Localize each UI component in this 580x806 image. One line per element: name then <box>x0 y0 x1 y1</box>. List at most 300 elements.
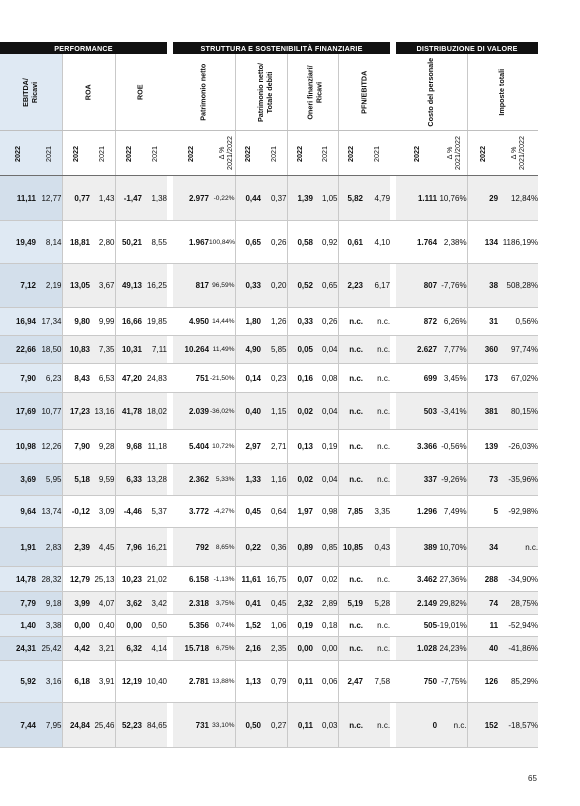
table-cell: 4,90 <box>235 336 261 364</box>
table-cell: 7,79 <box>0 592 36 615</box>
table-cell: 2.149 <box>396 592 437 615</box>
table-cell: 5 <box>467 496 498 528</box>
table-cell: n.c. <box>338 364 363 393</box>
table-cell: 3,09 <box>90 496 115 528</box>
table-cell: n.c. <box>338 703 363 748</box>
table-cell: 7,77% <box>437 336 467 364</box>
table-cell: n.c. <box>363 308 390 336</box>
table-cell: 0,02 <box>313 567 338 592</box>
table-cell: 7,96 <box>115 528 142 567</box>
table-cell: 31 <box>467 308 498 336</box>
table-cell: 10,70% <box>437 528 467 567</box>
table-cell: n.c. <box>498 528 538 567</box>
table-cell: 47,20 <box>115 364 142 393</box>
table-row <box>0 637 538 661</box>
table-cell: 0,00 <box>62 615 90 637</box>
table-cell: 10,77 <box>36 393 62 430</box>
table-cell: 0,58 <box>287 221 313 264</box>
table-cell: 33,10% <box>209 703 235 748</box>
table-cell: -26,03% <box>498 430 538 464</box>
table-cell: 1,40 <box>0 615 36 637</box>
table-cell: n.c. <box>363 464 390 496</box>
table-cell: 24,84 <box>62 703 90 748</box>
table-cell: 2.039 <box>173 393 209 430</box>
year-2022: 2022 <box>115 131 142 176</box>
table-cell: 14,78 <box>0 567 36 592</box>
table-cell: 7,90 <box>62 430 90 464</box>
table-cell: 50,21 <box>115 221 142 264</box>
table-cell: 13,05 <box>62 264 90 308</box>
table-cell: -18,57% <box>498 703 538 748</box>
table-cell: n.c. <box>363 567 390 592</box>
table-cell: 0,36 <box>261 528 287 567</box>
table-cell: 0,56% <box>498 308 538 336</box>
table-cell: 0,11 <box>287 661 313 703</box>
year-2021: 2021 <box>90 131 115 176</box>
table-cell: 0,04 <box>313 336 338 364</box>
table-cell: 152 <box>467 703 498 748</box>
year-2021: 2021 <box>363 131 390 176</box>
table-cell: 19,49 <box>0 221 36 264</box>
table-cell: 7,90 <box>0 364 36 393</box>
header-patrimonio-netto: Patrimonio netto <box>173 54 235 131</box>
year-2022: 2022 <box>173 131 209 176</box>
table-cell: 0,52 <box>287 264 313 308</box>
table-cell: 15.718 <box>173 637 209 661</box>
table-cell: 25,13 <box>90 567 115 592</box>
table-cell: 0,26 <box>313 308 338 336</box>
table-cell: 508,28% <box>498 264 538 308</box>
header-roe: ROE <box>115 54 167 131</box>
table-cell: 5,95 <box>36 464 62 496</box>
table-cell: 817 <box>173 264 209 308</box>
table-cell: 9,64 <box>0 496 36 528</box>
table-cell: 2,32 <box>287 592 313 615</box>
table-cell: 38 <box>467 264 498 308</box>
table-cell: 80,15% <box>498 393 538 430</box>
table-cell: 0,33 <box>287 308 313 336</box>
table-cell: 0,03 <box>313 703 338 748</box>
table-cell: 0,14 <box>235 364 261 393</box>
table-cell: 13,88% <box>209 661 235 703</box>
table-cell: 3,99 <box>62 592 90 615</box>
year-2022: 2022 <box>0 131 36 176</box>
table-cell: -36,02% <box>209 393 235 430</box>
table-cell: 7,58 <box>363 661 390 703</box>
table-cell: -0,22% <box>209 176 235 221</box>
table-cell: n.c. <box>363 430 390 464</box>
table-cell: 8,14 <box>36 221 62 264</box>
table-cell: 0,26 <box>261 221 287 264</box>
table-cell: 0,40 <box>235 393 261 430</box>
table-cell: 4,42 <box>62 637 90 661</box>
table-cell: 28,32 <box>36 567 62 592</box>
table-cell: 97,74% <box>498 336 538 364</box>
table-cell: -7,75% <box>437 661 467 703</box>
table-row <box>0 264 538 308</box>
table-cell: 52,23 <box>115 703 142 748</box>
table-cell: 67,02% <box>498 364 538 393</box>
table-cell: 3,67 <box>90 264 115 308</box>
table-cell: 34 <box>467 528 498 567</box>
table-cell: 134 <box>467 221 498 264</box>
table-cell: 505 <box>396 615 437 637</box>
table-cell: 10,40 <box>142 661 167 703</box>
table-cell: 0,45 <box>235 496 261 528</box>
table-cell: 0,18 <box>313 615 338 637</box>
table-cell: 5,33% <box>209 464 235 496</box>
table-cell: 12,19 <box>115 661 142 703</box>
table-cell: 0,00 <box>115 615 142 637</box>
header-oneri-finanziari: Oneri finanziari/ Ricavi <box>287 54 338 131</box>
table-cell: 0,16 <box>287 364 313 393</box>
table-cell: 2,38% <box>437 221 467 264</box>
table-cell: 7,85 <box>338 496 363 528</box>
header-ebitda-ricavi: EBITDA/ Ricavi <box>0 54 62 131</box>
table-cell: 0,65 <box>235 221 261 264</box>
table-cell: -19,01% <box>437 615 467 637</box>
table-cell: 337 <box>396 464 437 496</box>
table-cell: 0,33 <box>235 264 261 308</box>
table-cell: 13,28 <box>142 464 167 496</box>
table-cell: 8,55 <box>142 221 167 264</box>
table-cell: 11,61 <box>235 567 261 592</box>
table-cell: 12,84% <box>498 176 538 221</box>
table-cell: 2,80 <box>90 221 115 264</box>
table-cell: 0,13 <box>287 430 313 464</box>
table-cell: 1,05 <box>313 176 338 221</box>
table-cell: 24,31 <box>0 637 36 661</box>
table-cell: 17,34 <box>36 308 62 336</box>
table-cell: 2.977 <box>173 176 209 221</box>
table-cell: 360 <box>467 336 498 364</box>
table-cell: n.c. <box>363 393 390 430</box>
year-2021: 2021 <box>261 131 287 176</box>
table-cell: -3,41% <box>437 393 467 430</box>
table-cell: 1,80 <box>235 308 261 336</box>
table-cell: -7,76% <box>437 264 467 308</box>
table-cell: 0,23 <box>261 364 287 393</box>
table-cell: 6,26% <box>437 308 467 336</box>
table-cell: 9,99 <box>90 308 115 336</box>
table-cell: 12,77 <box>36 176 62 221</box>
table-cell: 3.772 <box>173 496 209 528</box>
table-cell: 2.362 <box>173 464 209 496</box>
table-cell: 1,38 <box>142 176 167 221</box>
table-cell: 0,02 <box>287 464 313 496</box>
table-cell: n.c. <box>338 430 363 464</box>
table-cell: 3,38 <box>36 615 62 637</box>
table-cell: -0,56% <box>437 430 467 464</box>
table-cell: 19,85 <box>142 308 167 336</box>
table-cell: 1,15 <box>261 393 287 430</box>
table-cell: n.c. <box>338 637 363 661</box>
table-cell: 7,44 <box>0 703 36 748</box>
table-cell: 16,66 <box>115 308 142 336</box>
table-cell: 6.158 <box>173 567 209 592</box>
table-cell: 751 <box>173 364 209 393</box>
table-cell: 10,72% <box>209 430 235 464</box>
table-cell: 18,02 <box>142 393 167 430</box>
table-cell: n.c. <box>437 703 467 748</box>
table-cell: -4,27% <box>209 496 235 528</box>
table-cell: 1,91 <box>0 528 36 567</box>
table-cell: 0,77 <box>62 176 90 221</box>
year-2021: 2021 <box>142 131 167 176</box>
table-cell: 2,83 <box>36 528 62 567</box>
table-cell: n.c. <box>363 364 390 393</box>
table-cell: 5,19 <box>338 592 363 615</box>
table-cell: 0,08 <box>313 364 338 393</box>
table-cell: 1,43 <box>90 176 115 221</box>
table-cell: 0,05 <box>287 336 313 364</box>
table-row <box>0 615 538 637</box>
table-cell: 3,16 <box>36 661 62 703</box>
table-cell: 29 <box>467 176 498 221</box>
table-cell: 21,02 <box>142 567 167 592</box>
table-cell: 12,79 <box>62 567 90 592</box>
table-cell: -9,26% <box>437 464 467 496</box>
table-cell: 5.356 <box>173 615 209 637</box>
table-cell: 0,20 <box>261 264 287 308</box>
table-cell: 1.028 <box>396 637 437 661</box>
table-cell: 0,37 <box>261 176 287 221</box>
table-cell: 6,32 <box>115 637 142 661</box>
table-cell: 0,02 <box>287 393 313 430</box>
table-cell: 1,16 <box>261 464 287 496</box>
table-row <box>0 592 538 615</box>
table-cell: 0,43 <box>363 528 390 567</box>
table-cell: 1,06 <box>261 615 287 637</box>
table-cell: 0,27 <box>261 703 287 748</box>
table-cell: 6,17 <box>363 264 390 308</box>
table-cell: 40 <box>467 637 498 661</box>
table-cell: 1,33 <box>235 464 261 496</box>
table-cell: 29,82% <box>437 592 467 615</box>
table-cell: 0,65 <box>313 264 338 308</box>
table-cell: n.c. <box>338 308 363 336</box>
year-2022: 2022 <box>235 131 261 176</box>
table-cell: 0,00 <box>313 637 338 661</box>
table-cell: 10,85 <box>338 528 363 567</box>
delta-header: Δ % 2021/2022 <box>498 131 538 176</box>
table-cell: 6,23 <box>36 364 62 393</box>
table-cell: 8,65% <box>209 528 235 567</box>
table-cell: 4,07 <box>90 592 115 615</box>
table-cell: 6,53 <box>90 364 115 393</box>
table-cell: 2,47 <box>338 661 363 703</box>
table-cell: -92,98% <box>498 496 538 528</box>
table-cell: 6,75% <box>209 637 235 661</box>
table-cell: 7,11 <box>142 336 167 364</box>
table-cell: 3.462 <box>396 567 437 592</box>
table-row <box>0 364 538 393</box>
table-cell: 7,12 <box>0 264 36 308</box>
table-row <box>0 393 538 430</box>
table-cell: 6,18 <box>62 661 90 703</box>
table-cell: 3,42 <box>142 592 167 615</box>
table-cell: 10,23 <box>115 567 142 592</box>
table-cell: 5,85 <box>261 336 287 364</box>
table-cell: 0,61 <box>338 221 363 264</box>
table-cell: 3,35 <box>363 496 390 528</box>
year-2021: 2021 <box>313 131 338 176</box>
table-cell: -1,13% <box>209 567 235 592</box>
table-cell: 792 <box>173 528 209 567</box>
header-pfn-ebitda: PFN/EBITDA <box>338 54 390 131</box>
table-cell: -21,50% <box>209 364 235 393</box>
group-header-performance: PERFORMANCE <box>0 42 167 54</box>
delta-header: Δ % 2021/2022 <box>209 131 235 176</box>
group-header-struttura: STRUTTURA E SOSTENIBILITÀ FINANZIARIE <box>173 42 390 54</box>
table-cell: 11,11 <box>0 176 36 221</box>
table-cell: 3,45% <box>437 364 467 393</box>
table-cell: 2,39 <box>62 528 90 567</box>
table-cell: 7,35 <box>90 336 115 364</box>
table-cell: 4,10 <box>363 221 390 264</box>
table-body <box>0 176 538 748</box>
table-cell: 9,68 <box>115 430 142 464</box>
table-cell: 0,06 <box>313 661 338 703</box>
table-cell: 126 <box>467 661 498 703</box>
table-cell: -35,96% <box>498 464 538 496</box>
group-header-distribuzione: DISTRIBUZIONE DI VALORE <box>396 42 538 54</box>
table-cell: 25,46 <box>90 703 115 748</box>
table-cell: 381 <box>467 393 498 430</box>
table-cell: n.c. <box>363 637 390 661</box>
table-cell: 0,50 <box>142 615 167 637</box>
table-cell: 0,41 <box>235 592 261 615</box>
table-cell: 0,00 <box>287 637 313 661</box>
table-cell: 5,28 <box>363 592 390 615</box>
table-cell: 9,80 <box>62 308 90 336</box>
table-row <box>0 496 538 528</box>
year-2022: 2022 <box>287 131 313 176</box>
table-cell: 11 <box>467 615 498 637</box>
table-cell: 0,19 <box>313 430 338 464</box>
table-cell: 27,36% <box>437 567 467 592</box>
table-cell: 1.967 <box>173 221 209 264</box>
table-cell: 96,59% <box>209 264 235 308</box>
table-cell: 14,44% <box>209 308 235 336</box>
table-cell: 139 <box>467 430 498 464</box>
table-cell: 3,21 <box>90 637 115 661</box>
table-cell: 10,76% <box>437 176 467 221</box>
table-cell: 11,49% <box>209 336 235 364</box>
year-2021: 2021 <box>36 131 62 176</box>
table-cell: 1.764 <box>396 221 437 264</box>
table-cell: 3,62 <box>115 592 142 615</box>
table-cell: 1,52 <box>235 615 261 637</box>
table-cell: 4,79 <box>363 176 390 221</box>
table-cell: 0,22 <box>235 528 261 567</box>
table-cell: 0,19 <box>287 615 313 637</box>
table-cell: 24,83 <box>142 364 167 393</box>
table-row <box>0 464 538 496</box>
table-cell: -1,47 <box>115 176 142 221</box>
table-cell: 17,69 <box>0 393 36 430</box>
table-cell: 3,91 <box>90 661 115 703</box>
table-cell: 389 <box>396 528 437 567</box>
table-cell: n.c. <box>338 393 363 430</box>
table-cell: n.c. <box>363 703 390 748</box>
table-row <box>0 703 538 748</box>
table-cell: 2.318 <box>173 592 209 615</box>
table-cell: 0,50 <box>235 703 261 748</box>
year-2022: 2022 <box>467 131 498 176</box>
table-cell: 18,50 <box>36 336 62 364</box>
table-cell: 11,18 <box>142 430 167 464</box>
table-cell: 0,04 <box>313 393 338 430</box>
table-cell: 3.366 <box>396 430 437 464</box>
table-cell: -52,94% <box>498 615 538 637</box>
table-cell: 5.404 <box>173 430 209 464</box>
table-cell: 0,79 <box>261 661 287 703</box>
header-patrimonio-debiti: Patrimonio netto/ Totale debiti <box>235 54 287 131</box>
table-cell: 24,23% <box>437 637 467 661</box>
table-cell: 100,84% <box>209 221 235 264</box>
table-cell: 12,26 <box>36 430 62 464</box>
table-cell: 2,23 <box>338 264 363 308</box>
table-cell: 1.296 <box>396 496 437 528</box>
table-cell: 49,13 <box>115 264 142 308</box>
table-cell: 25,42 <box>36 637 62 661</box>
year-2022: 2022 <box>62 131 90 176</box>
table-cell: 13,16 <box>90 393 115 430</box>
year-2022: 2022 <box>338 131 363 176</box>
table-cell: 0,40 <box>90 615 115 637</box>
table-cell: 2.781 <box>173 661 209 703</box>
table-cell: 0,74% <box>209 615 235 637</box>
table-cell: 17,23 <box>62 393 90 430</box>
table-cell: n.c. <box>338 464 363 496</box>
table-row <box>0 567 538 592</box>
page-number: 65 <box>528 774 537 783</box>
table-cell: 872 <box>396 308 437 336</box>
table-cell: 9,18 <box>36 592 62 615</box>
header-imposte-totali: Imposte totali <box>467 54 538 131</box>
table-cell: 85,29% <box>498 661 538 703</box>
table-cell: 74 <box>467 592 498 615</box>
table-cell: 288 <box>467 567 498 592</box>
table-cell: 4,45 <box>90 528 115 567</box>
year-2022: 2022 <box>396 131 437 176</box>
delta-header: Δ % 2021/2022 <box>437 131 467 176</box>
table-cell: 1,26 <box>261 308 287 336</box>
table-cell: 28,75% <box>498 592 538 615</box>
table-cell: 3,69 <box>0 464 36 496</box>
table-cell: -4,46 <box>115 496 142 528</box>
table-cell: 22,66 <box>0 336 36 364</box>
table-row <box>0 336 538 364</box>
table-cell: 0 <box>396 703 437 748</box>
financial-indicators-table <box>0 42 538 748</box>
table-cell: -41,86% <box>498 637 538 661</box>
table-cell: 731 <box>173 703 209 748</box>
table-cell: 0,11 <box>287 703 313 748</box>
table-cell: 16,75 <box>261 567 287 592</box>
table-row <box>0 308 538 336</box>
table-cell: 5,82 <box>338 176 363 221</box>
table-cell: 73 <box>467 464 498 496</box>
table-cell: 1.111 <box>396 176 437 221</box>
table-cell: 1186,19% <box>498 221 538 264</box>
table-cell: 2,71 <box>261 430 287 464</box>
table-cell: 807 <box>396 264 437 308</box>
table-cell: n.c. <box>338 567 363 592</box>
table-cell: 0,04 <box>313 464 338 496</box>
table-row <box>0 430 538 464</box>
